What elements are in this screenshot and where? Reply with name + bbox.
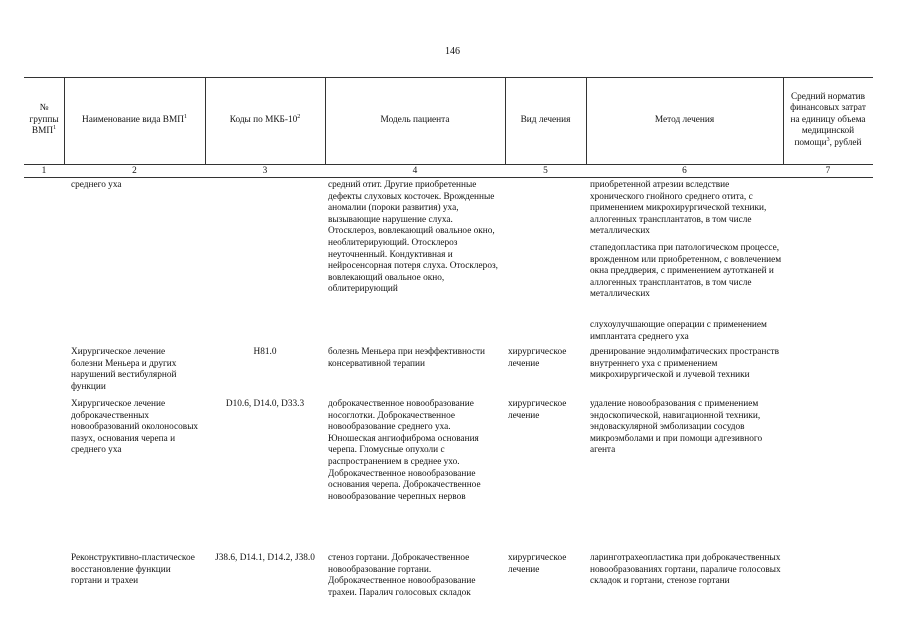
row-treatment-type: хирургическое лечение bbox=[508, 553, 567, 575]
header-bottom-rule bbox=[24, 164, 873, 165]
row-treatment-method: слухоулучшающие операции с применением имплантата среднего уха bbox=[590, 320, 767, 342]
row-patient-model: стеноз гортани. Доброкачественное новообразование гортани. Доброкачественное новообразование трахеи. Паралич голосовых складок bbox=[328, 553, 476, 598]
row-treatment-method: стапедопластика при патологическом процессе, врожденном или приобретенном, с вовлечением окна преддверия, с применением аутотканей и аллогенных трансплантатов, в том числе металлических bbox=[590, 243, 782, 300]
row-treatment-method: ларинготрахеопластика при доброкачественных новообразованиях гортани, параличе голосовых складок и гортани, стенозе гортани bbox=[590, 553, 781, 587]
row-patient-model: болезнь Меньера при неэффективности консервативной терапии bbox=[328, 347, 485, 369]
column-number: 7 bbox=[825, 166, 831, 176]
row-vmp-name: Хирургическое лечение болезни Меньера и других нарушений вестибулярной функции bbox=[71, 347, 177, 392]
row-treatment-type: хирургическое лечение bbox=[508, 347, 567, 369]
column-number: 6 bbox=[682, 166, 687, 176]
row-patient-model: средний отит. Другие приобретенные дефекты слуховых косточек. Врожденные аномалии (пороки развития) уха, вызывающие нарушение слуха. Отосклероз, вовлекающий овальное окно, необлитерирующий. Отосклероз неуточненный. Кондуктивная и нейросенсорная потеря слуха. Отосклероз, вовлекающий овальное окно, облитерирующий bbox=[328, 180, 498, 295]
row-patient-model: доброкачественное новообразование носоглотки. Доброкачественное новообразование среднего уха. Юношеская ангиофиброма основания черепа. Гломусные опухоли с распространением в среднее ухо. Доброкачественное новообразование основания черепа. Доброкачественное новообразование черепных нервов bbox=[328, 399, 481, 502]
row-icd-codes: D10.6, D14.0, D33.3 bbox=[225, 399, 305, 409]
header-vmp-name: Наименование вида ВМП$^1$ bbox=[82, 113, 187, 125]
column-number: 2 bbox=[132, 166, 137, 176]
row-icd-codes: J38.6, D14.1, D14.2, J38.0 bbox=[215, 553, 315, 563]
row-treatment-method: дренирование эндолимфатических пространств внутреннего уха с применением микрохирургической и лучевой техники bbox=[590, 347, 779, 381]
header-cost-norm: Средний норматив финансовых затрат на единицу объема медицинской помощи$^3$, рублей bbox=[790, 91, 866, 148]
page-number: 146 bbox=[445, 46, 460, 57]
row-treatment-type: хирургическое лечение bbox=[508, 399, 567, 421]
row-treatment-method: удаление новообразования с применением эндоскопической, навигационной техники, эндоваскулярной эмболизации сосудов микроэмболами и при помощи адгезивного агента bbox=[590, 399, 763, 456]
header-group-number: № группы ВМП$^1$ bbox=[29, 103, 59, 137]
header-icd-codes: Коды по МКБ-$10^2$ bbox=[229, 113, 301, 125]
header-patient-model: Модель пациента bbox=[380, 114, 450, 125]
column-number: 1 bbox=[41, 166, 47, 176]
column-number: 4 bbox=[412, 166, 418, 176]
column-number: 5 bbox=[543, 166, 548, 176]
header-treatment-method: Метод лечения bbox=[654, 114, 715, 125]
row-vmp-name: среднего уха bbox=[71, 180, 122, 190]
column-number: 3 bbox=[262, 166, 268, 176]
row-vmp-name: Хирургическое лечение доброкачественных новообразований околоносовых пазух, основания черепа и среднего уха bbox=[71, 399, 199, 456]
row-icd-codes: H81.0 bbox=[253, 347, 277, 357]
header-treatment-type: Вид лечения bbox=[520, 114, 571, 125]
row-vmp-name: Реконструктивно-пластическое восстановление функции гортани и трахеи bbox=[71, 553, 195, 587]
row-treatment-method: приобретенной атрезии вследствие хронического гнойного среднего отита, с применением микрохирургической техники, аллогенных трансплантатов, в том числе металлических bbox=[590, 180, 767, 237]
